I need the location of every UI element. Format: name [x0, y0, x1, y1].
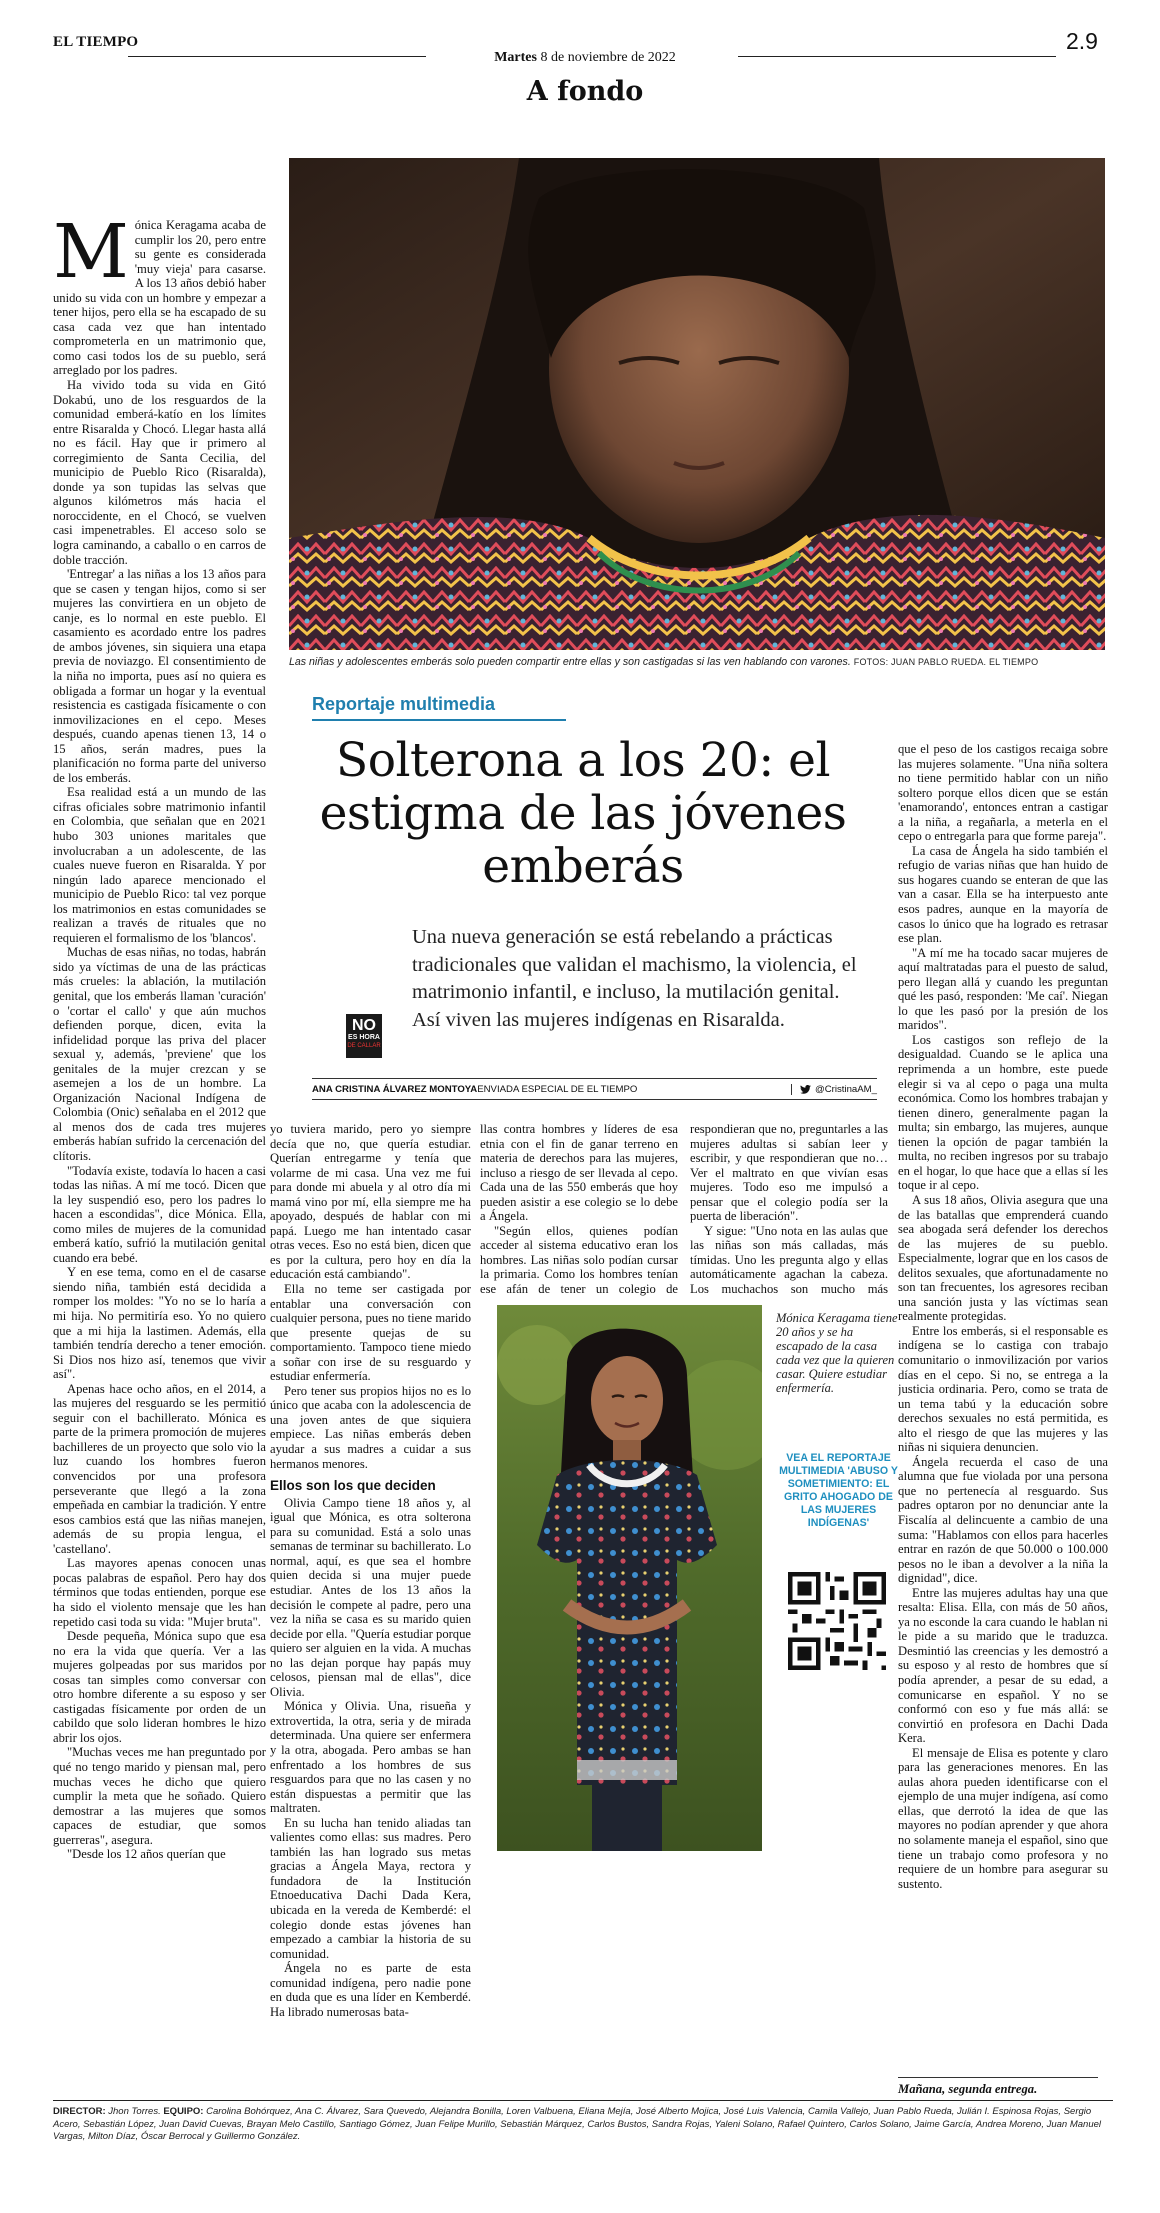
article-headline: Solterona a los 20: el estigma de las jóvenes emberás: [319, 733, 847, 894]
page-number: 2.9: [1066, 28, 1098, 54]
body-paragraph: Entre las mujeres adultas hay una que resalta: Elisa. Ella, con más de 50 años, ya no esconde la cara cuando le hablan ni le pide a su marido que le traduzca. Desmintió las creencias y les demostró a su esposo y al resto de hombres que sí podía aprender, a pesar de su edad, a comunicarse en español. Y no se conformó con eso y fue más allá: se convirtió en profesora en Dachi Dada Kera.: [898, 1585, 1108, 1746]
author-role: ENVIADA ESPECIAL DE EL TIEMPO: [477, 1083, 638, 1095]
monica-portrait-photo: [497, 1305, 762, 1851]
kicker-label: Reportaje multimedia: [312, 694, 496, 714]
body-paragraph: "Todavía existe, todavía lo hacen a casi todas las niñas. A mí me tocó. Dicen que la ley suspendió eso, pero los padres lo hacen a escondidas", dice Mónica. Ella, como miles de mujeres de la comunidad emberá katío, sufrió la mutilación genital cuando era bebé.: [53, 1163, 266, 1265]
body-paragraph: Y en ese tema, como en el de casarse siendo niña, también está decidida a romper los moldes: "Yo no se lo haría a mi hija. No permitiría eso. Yo no quiero que a mi hija la lastimen. Además, ella también tendría derecho a tener emoción. Si Dios nos hizo así, tenemos que vivir así".: [53, 1265, 266, 1382]
body-paragraph: 'Entregar' a las niñas a los 13 años para que se casen y tengan hijos, como si ser mujeres las convirtiera en un objeto de canje, es lo normal en este pueblo. El casamiento es acordado entre los padres de ambos jóvenes, sin siquiera una etapa previa de noviazgo. El consentimiento de la niña no importa, pues así no quiera es obligada a formar un hogar y la eventual resistencia es castigada físicamente o con inmovilizaciones en el cepo. Meses después, cuando apenas tienen 13, 14 o 15 años, serán madres, pues la planificación no forma parte del universo de los emberás.: [53, 567, 266, 785]
body-paragraph: Ella no teme ser castigada por entablar una conversación con cualquier persona, pues no tiene marido que presente quejas de su comportamiento. Tampoco tiene miedo a soñar con irse de su resguardo y estudiar enfermería.: [270, 1282, 471, 1384]
portrait-girl-photo: [289, 158, 1105, 650]
photo-credit: FOTOS: JUAN PABLO RUEDA. EL TIEMPO: [853, 657, 1039, 667]
header-rule-left: [128, 56, 426, 57]
no-es-hora-de-callar-logo: NO ES HORA DE CALLAR: [346, 1014, 382, 1058]
article-column-3: [480, 1122, 678, 1297]
body-paragraph: A sus 18 años, Olivia asegura que una de las batallas que emprenderá cuando sea abogada será defender los derechos de las mujeres de su pueblo. Especialmente, lograr que en los casos de delitos sexuales, que afortunadamente no son tan frecuentes, los agresores reciban una sanción justa y las víctimas sean realmente protegidas.: [898, 1192, 1108, 1324]
continuation-note: Mañana, segunda entrega.: [898, 2077, 1098, 2097]
body-paragraph: Las mayores apenas conocen unas pocas palabras de español. Pero hay dos términos que todas entienden, porque ese ha sido el violento mensaje que les han repetido casi toda su vida: "Mujer bruta".: [53, 1556, 266, 1629]
article-column-4: [690, 1122, 888, 1297]
body-paragraph: El mensaje de Elisa es potente y claro para las generaciones menores. En las aulas ahora pueden identificarse con el ejemplo de una mujer indígena, así como ellas, que derrotó la idea de que las mayores no podían aprender y que ahora no solamente maneja el español, sino que tiene un trabajo como profesora y no requiere de un hombre para asegurar su sustento.: [898, 1745, 1108, 1891]
body-paragraph: Ha vivido toda su vida en Gitó Dokabú, uno de los resguardos de la comunidad emberá-katío en los límites entre Risaralda y Chocó. Llegar hasta allá no es fácil. Hay que ir primero al corregimiento de Santa Cecilia, del municipio de Pueblo Rico (Risaralda), donde ya son tupidas las selvas que algunos kilómetros más hacia el noroccidente, en el Chocó, se vuelven casi impenetrables. El acceso solo se logra caminando, a caballo o en carros de doble tracción.: [53, 378, 266, 567]
body-paragraph: La casa de Ángela ha sido también el refugio de varias niñas que han huido de sus hogares cuando se enteran de que las van a casar. Ella se ha interpuesto ante esos padres, aunque en la mayoría de casos lo único que ha logrado es retrasar ese plan.: [898, 843, 1108, 946]
article-column-1: [53, 218, 266, 2088]
body-paragraph: Olivia Campo tiene 18 años y, al igual que Mónica, es otra solterona para su comunidad. Está a solo unas semanas de terminar su bachillerato. Lo normal, aquí, es que sea el hombre quien decida si una mujer puede estudiar. Antes de los 13 años la decisión le compete al padre, pero una vez la niña se casa es su marido quien decide por ella. "Quería estudiar porque quiero ser alguien en la vida. A muchas no las dejan porque hay papás muy celosos, piensan mal de ellas", dice Olivia.: [270, 1495, 471, 1699]
twitter-bird-icon: [800, 1085, 811, 1094]
article-column-2: [270, 1122, 471, 2042]
author-name: ANA CRISTINA ÁLVAREZ MONTOYA: [312, 1083, 478, 1095]
body-paragraph: llas contra hombres y líderes de esa etnia con el fin de ganar terreno en materia de derechos para las mujeres, incluso a riesgo de ser llevada al cepo. Cada una de las 550 emberás que hoy pueden asistir a ese colegio se lo debe a Ángela.: [480, 1122, 678, 1224]
article-column-5: [898, 742, 1108, 2070]
footer-rule: [53, 2100, 1113, 2101]
article-deck: Una nueva generación se está rebelando a prácticas tradicionales que validan el machismo, la violencia, el matrimonio infantil, e incluso, la mutilación genital. Así viven las mujeres indígenas en Risaralda.: [412, 926, 857, 1031]
body-paragraph: Apenas hace ocho años, en el 2014, a las mujeres del resguardo se les permitió seguir con el bachillerato. Mónica es parte de la primera promoción de mujeres bachilleres de un proyecto que solo vio la luz cuando los hombres fueron convencidos por una profesora perseverante que llegó a la zona empeñada en cambiar la tradición. Y entre esos cambios está que las niñas manejen, además de su propia lengua, el 'castellano'.: [53, 1381, 266, 1556]
hero-photo: [289, 158, 1105, 650]
body-paragraph: que el peso de los castigos recaiga sobre las mujeres solamente. "Una niña soltera no tiene permitido hablar con un niño soltero porque ellos dicen que se están 'enamorando', entonces entran a castigar a la niña, a regañarla, a meterla en el cepo o entregarla para que forme pareja".: [898, 742, 1108, 844]
header-rule-right: [738, 56, 1056, 57]
qr-code-icon[interactable]: [788, 1572, 886, 1670]
body-paragraph: "Muchas veces me han preguntado por qué no tengo marido y piensan mal, pero muchas veces he dicho que quiero cumplir la meta que he soñado. Quiero demostrar a las mujeres que somos capaces de estudiar, que somos guerreras", asegura.: [53, 1745, 266, 1847]
body-paragraph: Ángela no es parte de esta comunidad indígena, pero nadie pone en duda que es una líder en Kemberdé. Ha librado numerosas bata-: [270, 1961, 471, 2019]
body-paragraph: "A mí me ha tocado sacar mujeres de aquí maltratadas para el puesto de salud, pero llegan allá y cuando les preguntan qué les pasó, responden: 'Me caí'. Niegan lo que les pasó por la presión de los maridos".: [898, 945, 1108, 1033]
body-paragraph: "Según ellos, quienes podían acceder al sistema educativo eran los hombres. Las niñas solo podían cursar la primaria. Como los hombres tenían ese afán de tener un colegio de: [480, 1223, 678, 1297]
body-paragraph: Esa realidad está a un mundo de las cifras oficiales sobre matrimonio infantil en Colombia, que señalan que en 2021 hubo 303 uniones maritales que involucraban a un adolescente, de las cuales nueve fueron en Risaralda. Y por ningún lado aparece mencionado el municipio de Pueblo Rico: tal vez porque los matrimonios en estas comunidades se realizan a través de rituales que no requieren el formalismo de los 'blancos'.: [53, 785, 266, 945]
section-title: A fondo: [526, 76, 644, 107]
drop-cap: M: [53, 218, 129, 295]
body-paragraph: Muchas de esas niñas, no todas, habrán sido ya víctimas de una de las prácticas más crueles: la ablación, la mutilación genital, que los emberás llaman 'curación' o 'cortar el callo' y que aún muchos defienden porque, dicen, evita la infidelidad porque las priva del placer sexual y, además, 'previene' que los genitales de la mujer crezcan y se asemejen a los de un hombre. La Organización Nacional Indígena de Colombia (Onic) señalaba en el 2012 que al menos dos de cada tres mujeres emberás habían sufrido la cercenación del clítoris.: [53, 945, 266, 1163]
body-paragraph: yo tuviera marido, pero yo siempre decía que no, que quería estudiar. Querían entregarme y tenía que volarme de mi casa. Una vez me fui para donde mi abuela y al otro día mi mamá vino por mí, ella siempre me ha apoyado, después de hablar con mi papá. Luego me han intentado casar otras veces. Eso no está bien, dicen que es por la cultura, pero hoy en día la educación está cambiando".: [270, 1122, 471, 1282]
edition-date: Martes 8 de noviembre de 2022: [494, 50, 676, 65]
body-paragraph: Desde pequeña, Mónica supo que esa no era la vida que quería. Ver a las mujeres golpeadas por sus maridos por cosas tan simples como conversar con otro hombre diferente a su esposo y ser castigadas físicamente por orden de un cabildo que solo lideran hombres le hizo abrir los ojos.: [53, 1629, 266, 1745]
lead-paragraph: ónica Keragama acaba de cumplir los 20, pero entre su gente es considerada 'muy vieja' para casarse. A los 13 años debió haber unido su vida con un hombre y empezar a tener hijos, pero ella se ha escapado de su casa cada vez que han intentado comprometerla en un matrimonio que, como casi todos los de su pueblo, será arreglado por los padres.: [53, 218, 266, 378]
portrait-photo-caption: Mónica Keragama tiene 20 años y se ha escapado de la casa cada vez que la quieren casar. Quiere estudiar enfermería.: [776, 1311, 898, 1395]
author-handle-link[interactable]: @CristinaAM_: [815, 1083, 877, 1095]
body-paragraph: Y sigue: "Uno nota en las aulas que las niñas son más calladas, más tímidas. Uno les pregunta algo y ellas automáticamente agachan la cabeza. Los muchachos son mucho más: [690, 1223, 888, 1297]
hero-photo-caption: Las niñas y adolescentes emberás solo pueden compartir entre ellas y son castigadas si las ven hablando con varones. FOTOS: JUAN PABLO RUEDA. EL TIEMPO: [289, 656, 1039, 668]
body-paragraph: Ángela recuerda el caso de una alumna que fue violada por una persona que no pertenecía al resguardo. Sus padres optaron por no denunciar ante la Fiscalía al delincuente a cambio de una suma: "Hablamos con ellos para hacerles entrar en razón de que 50.000 o 100.000 pesos no le iban a devolver a la niña la dignidad", dice.: [898, 1454, 1108, 1586]
body-paragraph: Los castigos son reflejo de la desigualdad. Cuando se le aplica una reprimenda a un hombre, este puede elegir si va al cepo o paga una multa económica. Como los hombres trabajan y tienen dinero, generalmente pagan la multa; sin embargo, las mujeres, aunque tienen la opción de pagar también la multa, no reciben ingresos por su trabajo en el hogar, lo que hace que a ellas sí les toque ir al cepo.: [898, 1032, 1108, 1193]
byline: [312, 1078, 877, 1100]
body-paragraph: Mónica y Olivia. Una, risueña y extrovertida, la otra, seria y de mirada determinada. Una quiere ser enfermera y la otra, abogada. Pero ambas se han enfrentado a los hombres de sus resguardos para que no las casen y no están dispuestas a permitir que las maltraten.: [270, 1699, 471, 1816]
body-paragraph: Pero tener sus propios hijos no es lo único que acaba con la adolescencia de una joven antes de que siquiera empiece. Las niñas emberás deben ayudar a sus madres a cuidar a sus hermanos menores.: [270, 1383, 471, 1471]
kicker-rule: [312, 719, 566, 721]
masthead: EL TIEMPO: [53, 34, 139, 50]
body-paragraph: respondieran que no, preguntarles a las mujeres adultas si sabían leer y escribir, y que respondieran que no… Ver el maltrato en que vivían esas mujeres. Todo eso me impulsó a pensar que el colegio podía ser la puerta de liberación".: [690, 1122, 888, 1224]
body-paragraph: En su lucha han tenido aliadas tan valientes como ellas: sus madres. Pero también las han logrado sus metas gracias a Ángela Maya, rectora y fundadora de la Institución Etnoeducativa Dachi Dada Kera, ubicada en la vereda de Kemberdé: el colegio donde estas jóvenes han empezado a cambiar la historia de su comunidad.: [270, 1815, 471, 1961]
multimedia-promo-link[interactable]: VEA EL REPORTAJE MULTIMEDIA 'ABUSO Y SOMETIMIENTO: EL GRITO AHOGADO DE LAS MUJERES INDÍGENAS': [779, 1452, 898, 1529]
girl-in-dress-photo: [497, 1305, 762, 1851]
staff-credits: DIRECTOR: Jhon Torres. EQUIPO: Carolina Bohórquez, Ana C. Álvarez, Sara Quevedo, Alejandra Bonilla, Loren Valbuena, Eliana Mejía, José Alberto Mojica, José Luis Valencia, Camila Vallejo, Juan Pablo Rueda, Julián I. Espinosa Rojas, Sergio Acero, Sebastián López, Juan David Cuevas, Brayan Melo Castillo, Santiago Gómez, Juan Felipe Murillo, Sebastián Márquez, Carlos Bustos, Sandra Rojas, Yaleni Solano, Rafael Quintero, Carlos Solano, Jaime García, Andrea Moreno, Juan Manuel Vargas, Milton Díaz, Óscar Berrocal y Guillermo González.: [53, 2106, 1102, 2142]
body-paragraph: "Desde los 12 años querían que: [67, 1847, 226, 1862]
body-paragraph: Entre los emberás, si el responsable es indígena se lo castiga con trabajo comunitario o inmovilización por varios días en el cepo. Si no, se entrega a la justicia ordinaria. Pero, como se trata de un tema tabú y la educación sobre derechos sexuales no está permitida, es alto el riesgo de que las mujeres y las niñas ni siquiera denuncien.: [898, 1323, 1108, 1455]
subheading: Ellos son los que deciden: [270, 1478, 436, 1494]
